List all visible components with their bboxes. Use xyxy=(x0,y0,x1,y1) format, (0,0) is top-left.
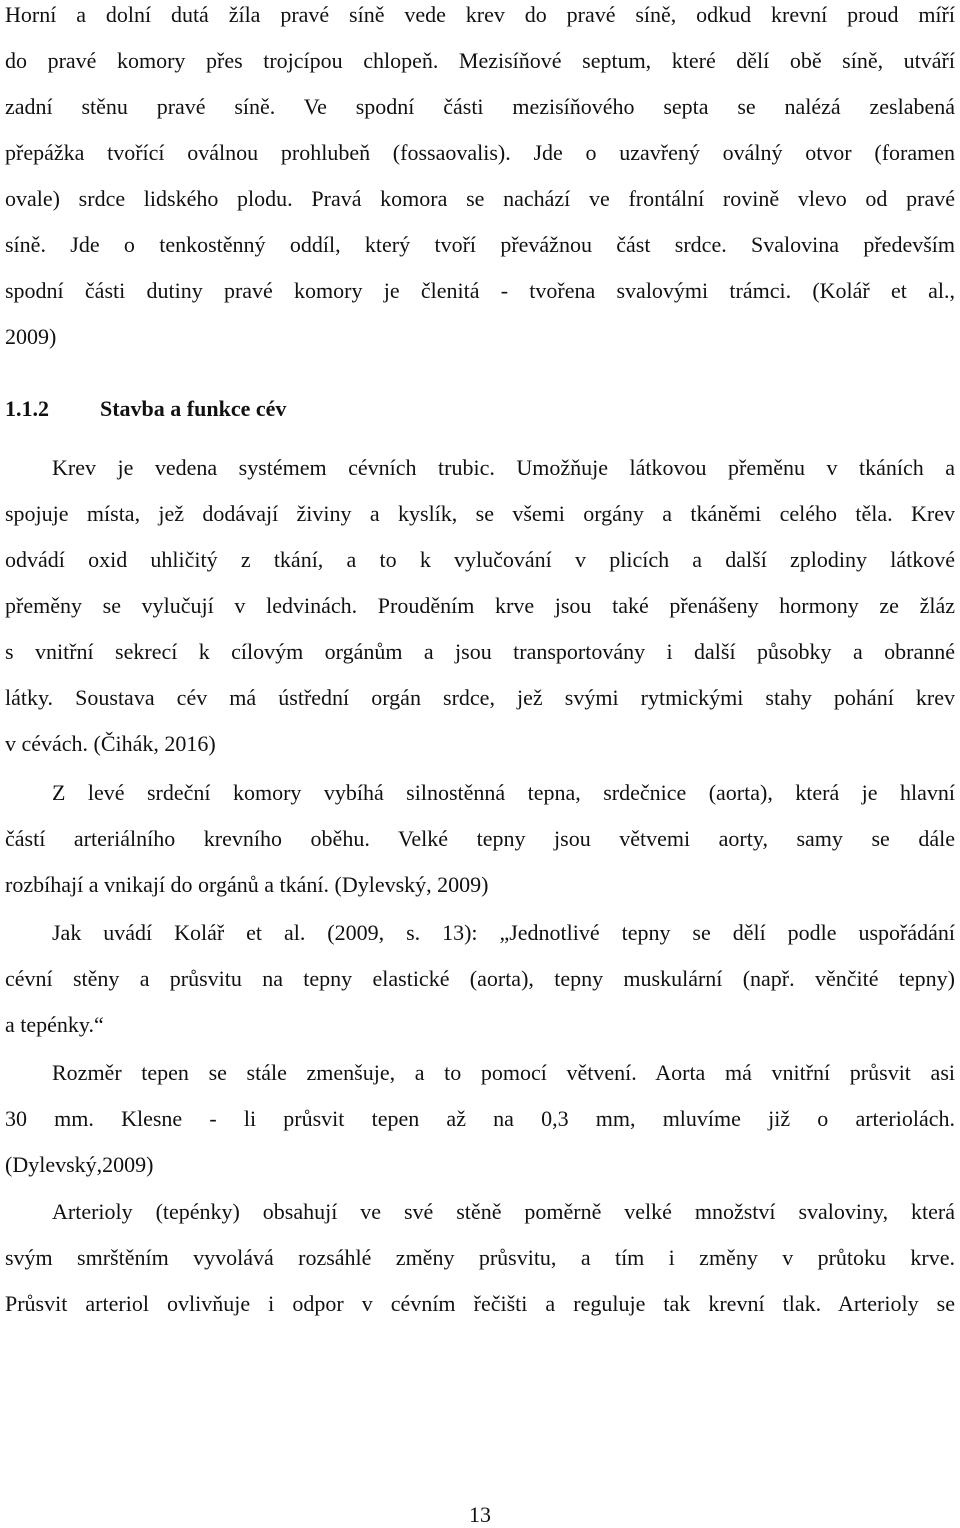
paragraph-line: ovale) srdce lidského plodu. Pravá komora se nachází ve frontální rovině vlevo od pravé xyxy=(5,186,955,211)
paragraph-line: Průsvit arteriol ovlivňuje i odpor v cévním řečišti a reguluje tak krevní tlak. Arterioly se xyxy=(5,1291,955,1316)
paragraph-line: svým smrštěním vyvolává rozsáhlé změny průsvitu, a tím i změny v průtoku krve. xyxy=(5,1245,955,1270)
paragraph-line: přepážka tvořící oválnou prohlubeň (fossaovalis). Jde o uzavřený oválný otvor (foramen xyxy=(5,140,955,165)
paragraph-line: zadní stěnu pravé síně. Ve spodní části mezisíňového septa se nalézá zeslabená xyxy=(5,94,955,119)
paragraph-line: částí arteriálního krevního oběhu. Velké tepny jsou větvemi aorty, samy se dále xyxy=(5,826,955,851)
paragraph-line: Rozměr tepen se stále zmenšuje, a to pomocí větvení. Aorta má vnitřní průsvit asi xyxy=(52,1060,955,1085)
paragraph-line: látky. Soustava cév má ústřední orgán srdce, jež svými rytmickými stahy pohání krev xyxy=(5,685,955,710)
paragraph-line: 30 mm. Klesne - li průsvit tepen až na 0,3 mm, mluvíme již o arteriolách. xyxy=(5,1106,955,1131)
section-number: 1.1.2 xyxy=(5,396,49,421)
paragraph-line: Krev je vedena systémem cévních trubic. Umožňuje látkovou přeměnu v tkáních a xyxy=(52,455,955,480)
paragraph-line: (Dylevský,2009) xyxy=(5,1152,154,1177)
paragraph-line: 2009) xyxy=(5,324,57,349)
paragraph-line: v cévách. (Čihák, 2016) xyxy=(5,731,216,756)
paragraph-line: cévní stěny a průsvitu na tepny elastické (aorta), tepny muskulární (např. věnčité tepny) xyxy=(5,966,955,991)
page-number: 13 xyxy=(469,1502,491,1527)
paragraph-line: do pravé komory přes trojcípou chlopeň. Mezisíňové septum, které dělí obě síně, utváří xyxy=(5,48,955,73)
paragraph-line: síně. Jde o tenkostěnný oddíl, který tvoří převážnou část srdce. Svalovina především xyxy=(5,232,955,257)
section-title: Stavba a funkce cév xyxy=(100,396,287,421)
paragraph-line: a tepénky.“ xyxy=(5,1012,104,1037)
paragraph-line: spojuje místa, jež dodávají živiny a kyslík, se všemi orgány a tkáněmi celého těla. Krev xyxy=(5,501,955,526)
paragraph-line: spodní části dutiny pravé komory je členitá - tvořena svalovými trámci. (Kolář et al., xyxy=(5,278,955,303)
paragraph-line: Z levé srdeční komory vybíhá silnostěnná tepna, srdečnice (aorta), která je hlavní xyxy=(52,780,955,805)
paragraph-line: odvádí oxid uhličitý z tkání, a to k vylučování v plicích a další zplodiny látkové xyxy=(5,547,955,572)
paragraph-line: Arterioly (tepénky) obsahují ve své stěně poměrně velké množství svaloviny, která xyxy=(52,1199,955,1224)
paragraph-line: rozbíhají a vnikají do orgánů a tkání. (Dylevský, 2009) xyxy=(5,872,489,897)
paragraph-line: Jak uvádí Kolář et al. (2009, s. 13): „Jednotlivé tepny se dělí podle uspořádání xyxy=(52,920,955,945)
paragraph-line: Horní a dolní dutá žíla pravé síně vede krev do pravé síně, odkud krevní proud míří xyxy=(5,2,955,27)
paragraph-line: přeměny se vylučují v ledvinách. Prouděním krve jsou také přenášeny hormony ze žláz xyxy=(5,593,955,618)
section-heading xyxy=(5,396,286,422)
paragraph-line: s vnitřní sekrecí k cílovým orgánům a jsou transportovány i další působky a obranné xyxy=(5,639,955,664)
